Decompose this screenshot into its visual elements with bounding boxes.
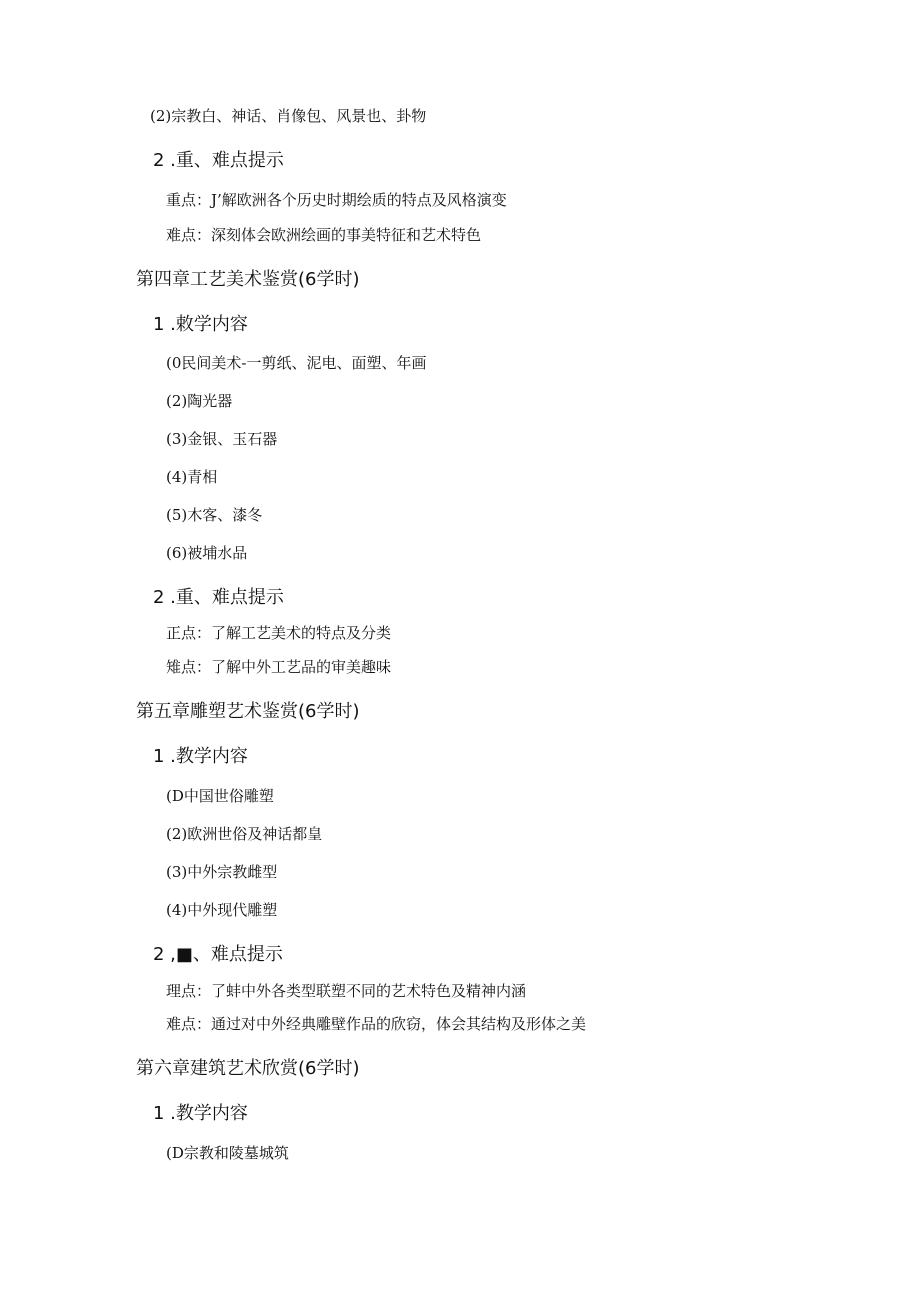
list-item: (6)被埔水品 <box>166 544 248 562</box>
list-item: (2)欧洲世俗及神话都皇 <box>166 825 323 843</box>
list-item: (4)中外现代雕塑 <box>166 901 278 919</box>
list-item: (5)木客、漆冬 <box>166 506 263 524</box>
list-item: (2)宗教白、神话、肖像包、风景也、卦物 <box>150 107 427 125</box>
section-heading: 1 .敕学内容 <box>153 314 248 335</box>
paragraph: 雉点：了解中外工艺品的审美趣味 <box>166 658 392 676</box>
paragraph: 正点：了解工艺美术的特点及分类 <box>166 624 392 642</box>
section-heading: 2 .重、难点提示 <box>153 587 284 608</box>
section-heading: 2 ,■、难点提示 <box>153 944 283 965</box>
chapter-title: 第五章雕塑艺术鉴赏(6学时) <box>136 701 360 722</box>
list-item: (2)陶光器 <box>166 392 233 410</box>
chapter-title: 第六章建筑艺术欣赏(6学时) <box>136 1058 360 1079</box>
list-item: (D宗教和陵墓城筑 <box>166 1144 289 1162</box>
section-heading: 1 .教学内容 <box>153 746 248 767</box>
paragraph: 理点：了蚌中外各类型联塑不同的艺术特色及精神内涵 <box>166 982 527 1000</box>
chapter-title: 第四章工艺美术鉴赏(6学时) <box>136 269 360 290</box>
list-item: (0民间美术-一剪纸、泥电、面塑、年画 <box>166 354 427 372</box>
section-heading: 2 .重、难点提示 <box>153 150 284 171</box>
paragraph: 难点：深刻体会欧洲绘画的事美特征和艺术特色 <box>166 226 482 244</box>
section-heading: 1 .教学内容 <box>153 1103 248 1124</box>
list-item: (3)中外宗教雌型 <box>166 863 278 881</box>
list-item: (D中国世俗雕塑 <box>166 787 274 805</box>
list-item: (4)青相 <box>166 468 218 486</box>
paragraph: 重点：J’解欧洲各个历史时期绘质的特点及风格演变 <box>166 191 507 209</box>
paragraph: 难点：通过对中外经典雕壁作品的欣窃，体会其结构及形体之美 <box>166 1015 587 1033</box>
list-item: (3)金银、玉石器 <box>166 430 278 448</box>
